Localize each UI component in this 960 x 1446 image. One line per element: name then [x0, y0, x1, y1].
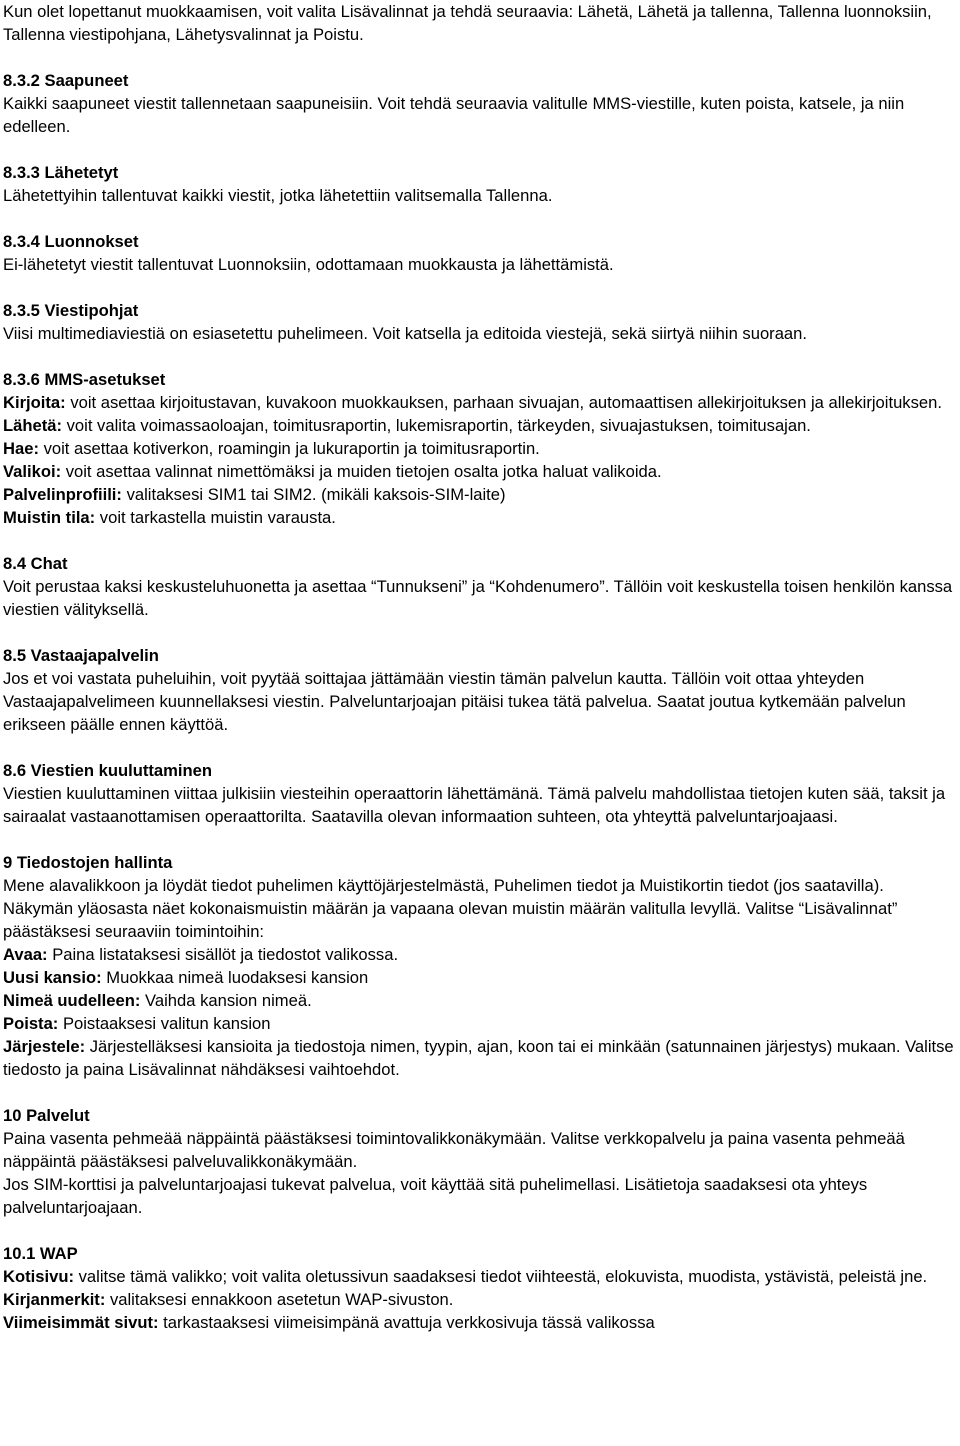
- section-8-3-5: [3, 299, 958, 345]
- settings-item: [3, 460, 958, 483]
- section-9: [3, 851, 958, 1081]
- item-term: Avaa:: [3, 945, 48, 964]
- file-action-item: [3, 966, 958, 989]
- settings-item: [3, 483, 958, 506]
- section-8-4: [3, 552, 958, 621]
- section-body: Voit perustaa kaksi keskusteluhuonetta ja asettaa “Tunnukseni” ja “Kohdenumero”. Tällöin voit keskustella toisen henkilön kanssa viestien välityksellä.: [3, 577, 953, 619]
- section-body: Mene alavalikkoon ja löydät tiedot puhelimen käyttöjärjestelmästä, Puhelimen tiedot ja Muistikortin tiedot (jos saatavilla). Näkymän yläosasta näet kokonaismuistin määrän ja vapaana olevan muistin määrän valitulla levyllä. Valitse “Lisävalinnat” päästäksesi seuraaviin toimintoihin:: [3, 876, 898, 941]
- settings-item: [3, 414, 958, 437]
- item-text: voit valita voimassaoloajan, toimitusraportin, lukemisraportin, tärkeyden, sivuajastuksen, toimitusajan.: [62, 416, 811, 435]
- section-body: Paina vasenta pehmeää näppäintä päästäksesi toimintovalikkonäkymään. Valitse verkkopalvelu ja paina vasenta pehmeää näppäintä päästäksesi palveluvalikkonäkymään.: [3, 1129, 905, 1171]
- item-term: Nimeä uudelleen:: [3, 991, 141, 1010]
- wap-item: [3, 1265, 958, 1288]
- file-action-item: [3, 943, 958, 966]
- item-term: Valikoi:: [3, 462, 62, 481]
- item-term: Poista:: [3, 1014, 59, 1033]
- section-heading: 8.3.6 MMS-asetukset: [3, 370, 166, 389]
- section-8-3-4: [3, 230, 958, 276]
- section-heading: 8.3.4 Luonnokset: [3, 232, 139, 251]
- section-body: Viestien kuuluttaminen viittaa julkisiin viesteihin operaattorin lähettämänä. Tämä palvelu mahdollistaa tietojen kuten sää, taksit ja sairaalat vastaanottamisen operaattorilta. Saatavilla olevan informaation suhteen, ota yhteyttä palveluntarjoajaasi.: [3, 784, 946, 826]
- document-page: [3, 0, 958, 1334]
- section-8-3-2: [3, 69, 958, 138]
- settings-item: [3, 437, 958, 460]
- section-body: Lähetettyihin tallentuvat kaikki viestit, jotka lähetettiin valitsemalla Tallenna.: [3, 186, 553, 205]
- item-term: Lähetä:: [3, 416, 63, 435]
- item-text: voit asettaa kotiverkon, roamingin ja lukuraportin ja toimitusraportin.: [38, 439, 540, 458]
- file-action-item: [3, 1035, 958, 1081]
- item-text: tarkastaaksesi viimeisimpänä avattuja verkkosivuja tässä valikossa: [158, 1313, 655, 1332]
- section-heading: 8.3.5 Viestipohjat: [3, 301, 139, 320]
- section-heading: 10.1 WAP: [3, 1244, 78, 1263]
- item-text: voit asettaa kirjoitustavan, kuvakoon muokkauksen, parhaan sivuajan, automaattisen allekirjoituksen ja allekirjoituksen.: [65, 393, 942, 412]
- section-8-3-3: [3, 161, 958, 207]
- section-heading: 10 Palvelut: [3, 1106, 90, 1125]
- item-term: Palvelinprofiili:: [3, 485, 122, 504]
- item-term: Kirjanmerkit:: [3, 1290, 106, 1309]
- section-8-6: [3, 759, 958, 828]
- item-term: Kotisivu:: [3, 1267, 74, 1286]
- file-action-item: [3, 989, 958, 1012]
- item-text: valitse tämä valikko; voit valita oletussivun saadaksesi tiedot viihteestä, elokuvista, muodista, ystävistä, peleistä jne.: [74, 1267, 928, 1286]
- item-term: Hae:: [3, 439, 39, 458]
- file-action-item: [3, 1012, 958, 1035]
- item-term: Järjestele:: [3, 1037, 86, 1056]
- item-text: Järjestelläksesi kansioita ja tiedostoja nimen, tyypin, ajan, koon tai ei minkään (satunnainen järjestys) mukaan. Valitse tiedosto ja paina Lisävalinnat nähdäksesi vaihtoehdot.: [3, 1037, 954, 1079]
- item-text: Muokkaa nimeä luodaksesi kansion: [101, 968, 369, 987]
- settings-item: [3, 506, 958, 529]
- item-term: Uusi kansio:: [3, 968, 102, 987]
- item-text: Vaihda kansion nimeä.: [140, 991, 312, 1010]
- section-body: Kaikki saapuneet viestit tallennetaan saapuneisiin. Voit tehdä seuraavia valitulle MMS-viestille, kuten poista, katsele, ja niin edelleen.: [3, 94, 905, 136]
- section-heading: 9 Tiedostojen hallinta: [3, 853, 173, 872]
- item-text: voit tarkastella muistin varausta.: [95, 508, 336, 527]
- item-term: Kirjoita:: [3, 393, 66, 412]
- wap-item: [3, 1311, 958, 1334]
- intro-paragraph: Kun olet lopettanut muokkaamisen, voit valita Lisävalinnat ja tehdä seuraavia: Lähetä, Lähetä ja tallenna, Tallenna luonnoksiin, Tallenna viestipohjana, Lähetysvalinnat ja Poistu.: [3, 2, 932, 44]
- item-text: Poistaaksesi valitun kansion: [58, 1014, 271, 1033]
- section-heading: 8.3.3 Lähetetyt: [3, 163, 119, 182]
- item-text: valitaksesi SIM1 tai SIM2. (mikäli kaksois-SIM-laite): [121, 485, 506, 504]
- settings-item: [3, 391, 958, 414]
- section-body: Ei-lähetetyt viestit tallentuvat Luonnoksiin, odottamaan muokkausta ja lähettämistä.: [3, 255, 614, 274]
- section-heading: 8.4 Chat: [3, 554, 68, 573]
- item-term: Viimeisimmät sivut:: [3, 1313, 159, 1332]
- section-heading: 8.6 Viestien kuuluttaminen: [3, 761, 213, 780]
- section-heading: 8.3.2 Saapuneet: [3, 71, 129, 90]
- wap-item: [3, 1288, 958, 1311]
- item-text: Paina listataksesi sisällöt ja tiedostot valikossa.: [47, 945, 399, 964]
- section-8-3-6: [3, 368, 958, 529]
- section-body: Viisi multimediaviestiä on esiasetettu puhelimeen. Voit katsella ja editoida viestejä, sekä siirtyä niihin suoraan.: [3, 324, 808, 343]
- section-heading: 8.5 Vastaajapalvelin: [3, 646, 159, 665]
- section-8-5: [3, 644, 958, 736]
- section-10: [3, 1104, 958, 1219]
- item-text: voit asettaa valinnat nimettömäksi ja muiden tietojen osalta jotka haluat valikoida.: [61, 462, 662, 481]
- section-body: Jos et voi vastata puheluihin, voit pyytää soittajaa jättämään viestin tämän palvelun kautta. Tällöin voit ottaa yhteyden Vastaajapalvelimeen kuunnellaksesi viestin. Palveluntarjoajan pitäisi tukea tätä palvelua. Saatat joutua kytkemään palvelun erikseen päälle ennen käyttöä.: [3, 669, 906, 734]
- item-text: valitaksesi ennakkoon asetetun WAP-sivuston.: [105, 1290, 454, 1309]
- section-body: Jos SIM-korttisi ja palveluntarjoajasi tukevat palvelua, voit käyttää sitä puhelimellasi. Lisätietoja saadaksesi ota yhteys palveluntarjoajaan.: [3, 1175, 868, 1217]
- item-term: Muistin tila:: [3, 508, 96, 527]
- section-10-1: [3, 1242, 958, 1334]
